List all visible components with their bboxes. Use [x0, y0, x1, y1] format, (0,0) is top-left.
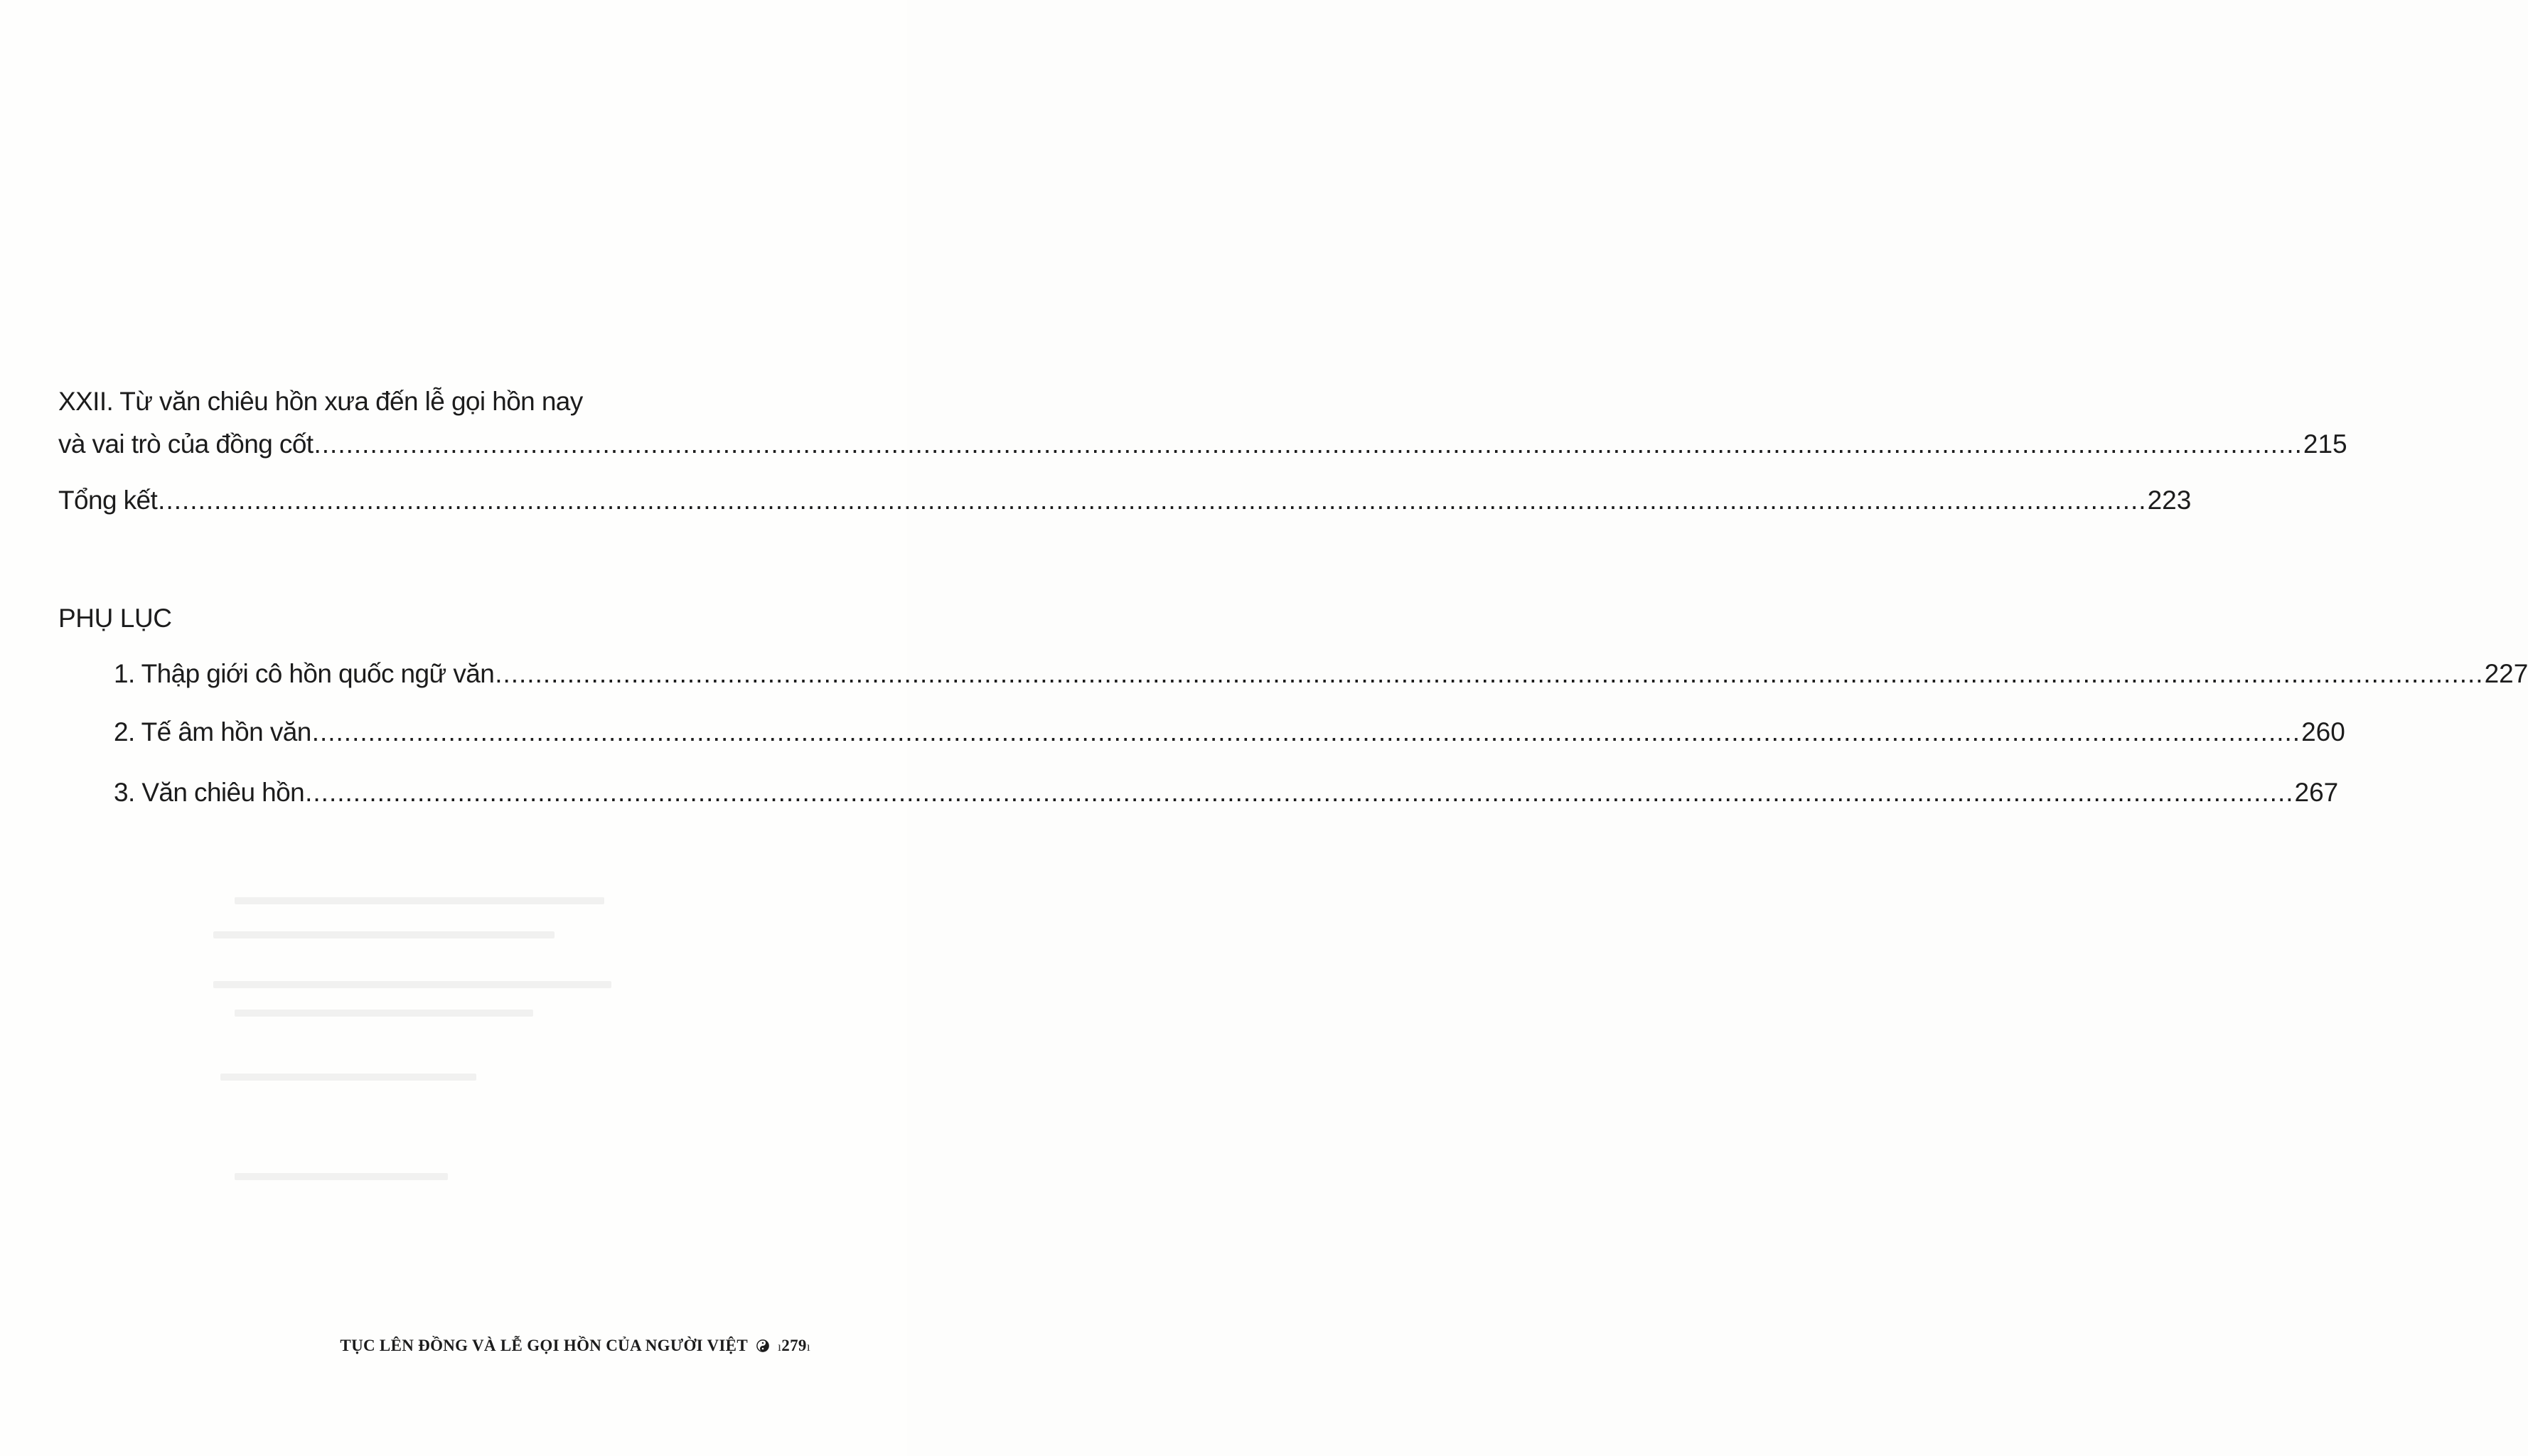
appendix-item-2 [114, 711, 2345, 754]
toc-entry-line [114, 771, 2339, 814]
toc-entry-title: 2. Tế âm hồn văn [114, 717, 311, 746]
bleed-through-mark [235, 1010, 533, 1017]
dot-leader: ........................................................................................................................................................................................................................................................ [305, 778, 2294, 807]
appendix-heading: PHỤ LỤC [58, 604, 172, 633]
toc-entry-title: 1. Thập giới cô hồn quốc ngữ văn [114, 659, 495, 688]
toc-entry-title: 3. Văn chiêu hồn [114, 778, 305, 807]
toc-entry-conclusion [58, 479, 2192, 522]
yin-yang-icon [756, 1338, 769, 1351]
toc-page-number: 223 [2147, 486, 2192, 515]
running-title: TỤC LÊN ĐỒNG VÀ LỄ GỌI HỒN CỦA NGƯỜI VIỆT [340, 1337, 748, 1354]
toc-entry-title: XXII. Từ văn chiêu hồn xưa đến lễ gọi hồn nay [58, 387, 583, 416]
page-number-bracket-right: ı [806, 1339, 810, 1354]
appendix-item-3 [114, 771, 2339, 814]
bleed-through-mark [213, 981, 611, 988]
page-number-bracket-left: ı [777, 1339, 782, 1354]
toc-entry-line [114, 653, 2528, 695]
toc-page-number: 267 [2294, 778, 2339, 807]
appendix-item-1 [114, 653, 2528, 695]
bleed-through-mark [213, 931, 555, 938]
toc-entry-title: Tổng kết [58, 486, 158, 515]
toc-entry-xxii [58, 380, 2347, 466]
toc-page-number: 215 [2303, 429, 2347, 459]
toc-page-number: 260 [2301, 717, 2345, 746]
toc-entry-line [58, 479, 2192, 522]
bleed-through-mark [235, 1173, 448, 1180]
toc-entry-title-line [58, 380, 796, 423]
toc-entry-continuation-line [58, 423, 2347, 466]
toc-entry-line [114, 711, 2345, 754]
dot-leader: ........................................................................................................................................................................................................................................................ [495, 659, 2484, 688]
toc-entry-title-continuation: và vai trò của đồng cốt [58, 429, 314, 459]
dot-leader: ........................................................................................................................................................................................................................................................ [311, 717, 2301, 746]
running-footer [299, 1337, 810, 1355]
bleed-through-mark [235, 897, 604, 904]
bleed-through-mark [220, 1074, 476, 1081]
page-number: 279 [781, 1337, 807, 1354]
dot-leader: ........................................................................................................................................................................................................................................................ [158, 486, 2147, 515]
toc-page-number: 227 [2484, 659, 2528, 688]
dot-leader: ........................................................................................................................................................................................................................................................ [314, 429, 2303, 459]
